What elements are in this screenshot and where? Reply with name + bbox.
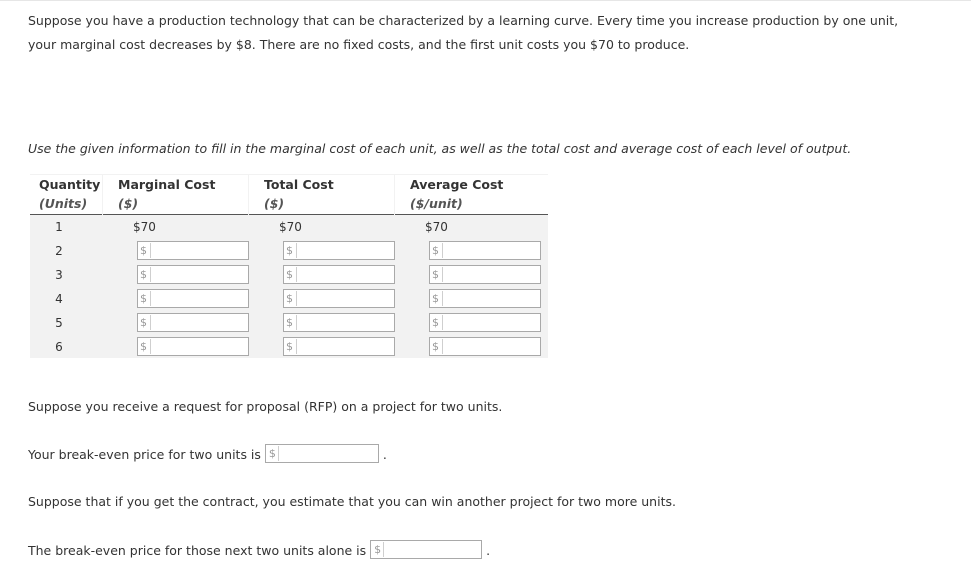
breakeven-next-label: The break-even price for those next two units alone is (28, 543, 367, 558)
quantity-cell: 4 (55, 292, 63, 306)
quantity-cell: 3 (55, 268, 63, 282)
quantity-cell: 6 (55, 340, 63, 354)
marginal-cost-input[interactable]: $ (137, 241, 249, 260)
header-quantity-label: Quantity (39, 177, 101, 192)
total-cost-value: $70 (279, 220, 302, 234)
header-average-cost (395, 175, 548, 215)
table-row (30, 287, 548, 311)
marginal-cost-input[interactable]: $ (137, 313, 249, 332)
average-cost-value: $70 (425, 220, 448, 234)
instruction-text: Use the given information to fill in the marginal cost of each unit, as well as the total cost and average cost of each level of output. (28, 141, 852, 156)
header-average-unit: ($/unit) (410, 196, 463, 211)
table-row (30, 239, 548, 263)
average-cost-input[interactable]: $ (429, 241, 541, 260)
table-row (30, 311, 548, 335)
average-cost-input[interactable]: $ (429, 313, 541, 332)
quantity-cell: 2 (55, 244, 63, 258)
contract-paragraph: Suppose that if you get the contract, you estimate that you can win another project for two more units. (28, 494, 676, 509)
breakeven-next-units (28, 542, 490, 561)
breakeven-next-input[interactable]: $ (370, 540, 482, 559)
marginal-cost-input[interactable]: $ (137, 337, 249, 356)
header-quantity-unit: (Units) (39, 196, 88, 211)
marginal-cost-input[interactable]: $ (137, 289, 249, 308)
breakeven-next-suffix: . (486, 543, 491, 558)
total-cost-input[interactable]: $ (283, 313, 395, 332)
total-cost-input[interactable]: $ (283, 337, 395, 356)
header-total-cost (249, 175, 394, 215)
header-marginal-unit: ($) (118, 196, 139, 211)
header-marginal-cost (103, 175, 248, 215)
table-row (30, 335, 548, 359)
header-quantity (30, 175, 102, 215)
header-marginal-label: Marginal Cost (118, 177, 216, 192)
total-cost-input[interactable]: $ (283, 289, 395, 308)
problem-intro: Suppose you have a production technology that can be characterized by a learning curve. Every time you increase production by one unit, your marginal cost decreases by $8. There are no fixed costs, and the first unit costs you $70 to produce. (28, 13, 899, 52)
table-row (30, 215, 548, 239)
quantity-cell: 5 (55, 316, 63, 330)
cost-table (30, 174, 548, 358)
average-cost-input[interactable]: $ (429, 337, 541, 356)
header-total-unit: ($) (264, 196, 285, 211)
total-cost-input[interactable]: $ (283, 241, 395, 260)
header-total-label: Total Cost (264, 177, 334, 192)
average-cost-input[interactable]: $ (429, 289, 541, 308)
marginal-cost-input[interactable]: $ (137, 265, 249, 284)
breakeven-two-label: Your break-even price for two units is (28, 447, 261, 462)
rfp-paragraph: Suppose you receive a request for proposal (RFP) on a project for two units. (28, 399, 503, 414)
marginal-cost-value: $70 (133, 220, 156, 234)
top-divider (0, 0, 971, 1)
total-cost-input[interactable]: $ (283, 265, 395, 284)
breakeven-two-suffix: . (382, 447, 387, 462)
breakeven-two-input[interactable]: $ (265, 444, 379, 463)
header-average-label: Average Cost (410, 177, 504, 192)
table-row (30, 263, 548, 287)
quantity-cell: 1 (55, 220, 63, 234)
breakeven-two-units (28, 446, 387, 465)
average-cost-input[interactable]: $ (429, 265, 541, 284)
